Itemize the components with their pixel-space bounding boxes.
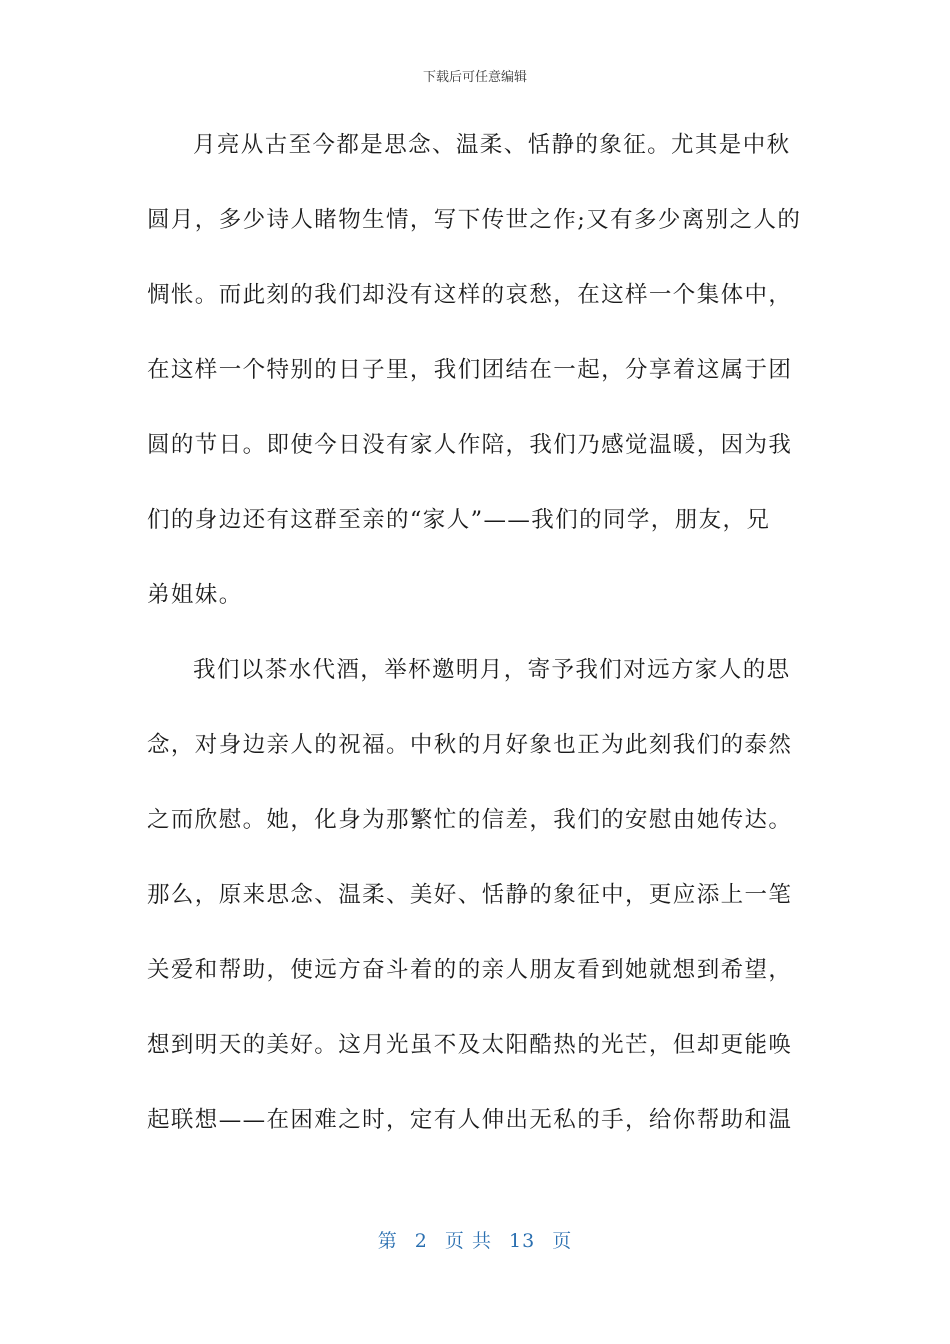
paragraph-1-line-5: 圆的节日。即使今日没有家人作陪，我们乃感觉温暖，因为我: [147, 432, 793, 458]
paragraph-2-line-3: 之而欣慰。她，化身为那繁忙的信差，我们的安慰由她传达。: [147, 807, 793, 833]
current-page-number: 2: [414, 1230, 428, 1252]
body-text: [147, 118, 807, 1168]
paragraph-1-line-3: 惆怅。而此刻的我们却没有这样的哀愁，在这样一个集体中，: [147, 282, 793, 308]
paragraph-1-line-6: 们的身边还有这群至亲的“家人”——我们的同学，朋友，兄: [147, 507, 771, 533]
total-pages-number: 13: [509, 1230, 536, 1252]
paragraph-1-line-1: 月亮从古至今都是思念、温柔、恬静的象征。尤其是中秋: [193, 132, 791, 158]
paragraph-1-line-2: 圆月，多少诗人睹物生情，写下传世之作;又有多少离别之人的: [147, 207, 802, 233]
page-footer: [0, 1226, 950, 1253]
paragraph-1-line-7: 弟姐妹。: [147, 582, 243, 608]
paragraph-2-line-4: 那么，原来思念、温柔、美好、恬静的象征中，更应添上一笔: [147, 882, 793, 908]
paragraph-1-line-4: 在这样一个特别的日子里，我们团结在一起，分享着这属于团: [147, 357, 793, 383]
header-note: 下载后可任意编辑: [422, 70, 527, 85]
paragraph-2-line-6: 想到明天的美好。这月光虽不及太阳酷热的光芒，但却更能唤: [147, 1032, 793, 1058]
footer-suffix: 页: [552, 1230, 573, 1252]
paragraph-2-line-1: 我们以茶水代酒，举杯邀明月，寄予我们对远方家人的思: [193, 657, 791, 683]
footer-middle: 页 共: [444, 1230, 492, 1252]
paragraph-2-line-2: 念，对身边亲人的祝福。中秋的月好象也正为此刻我们的泰然: [147, 732, 793, 758]
footer-prefix: 第: [377, 1230, 398, 1252]
paragraph-2-line-5: 关爱和帮助，使远方奋斗着的的亲人朋友看到她就想到希望，: [147, 957, 793, 983]
paragraph-2-line-7: 起联想——在困难之时，定有人伸出无私的手，给你帮助和温: [147, 1107, 793, 1133]
